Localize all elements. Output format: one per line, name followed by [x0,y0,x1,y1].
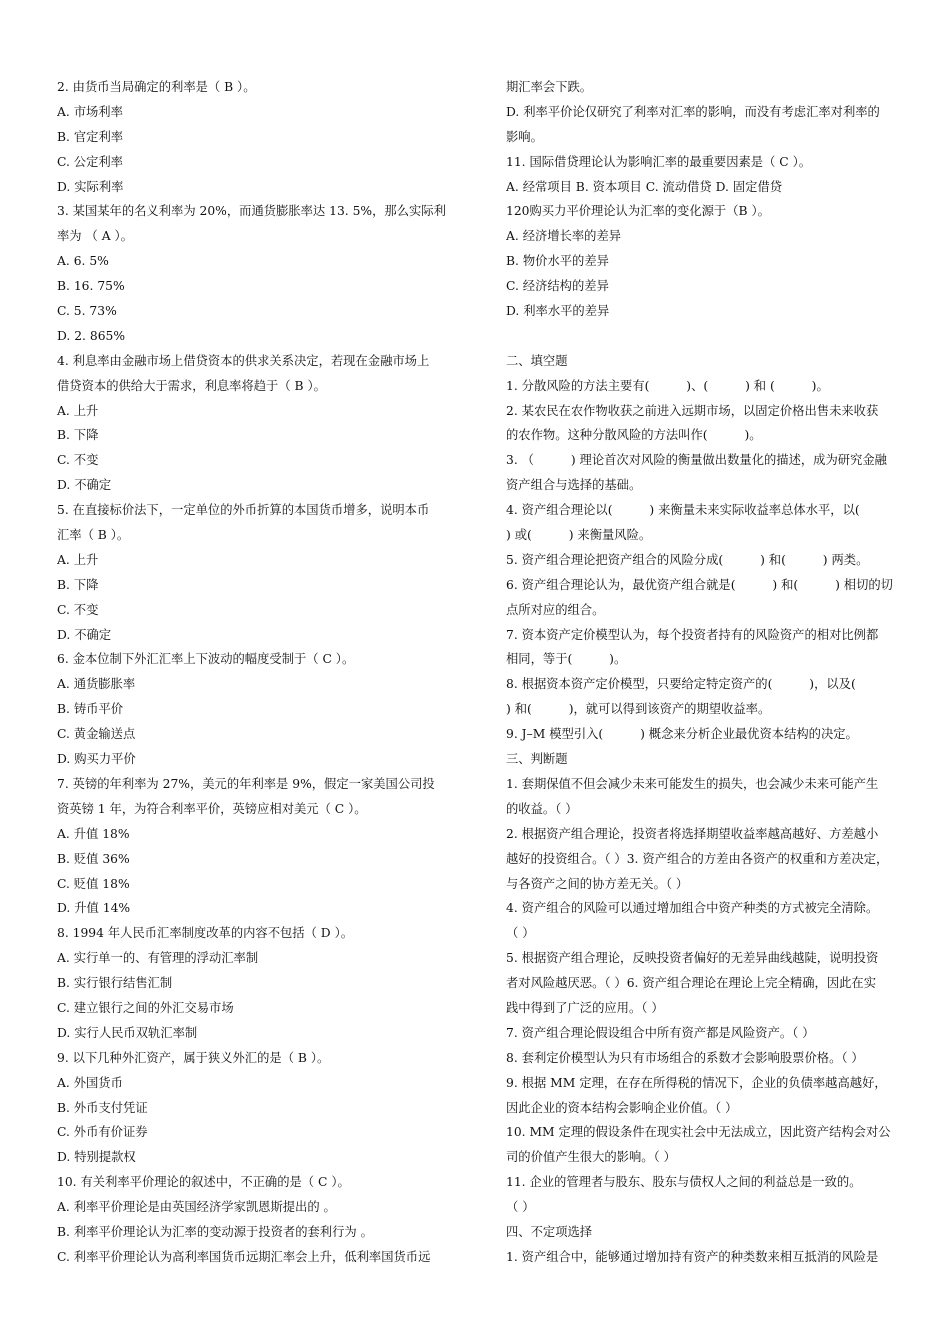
right-column-line: 相同，等于( )。 [506,652,627,667]
left-column-line: B. 外币支付凭证 [57,1100,148,1115]
right-column-line: 者对风险越厌恶。（ ）6. 资产组合理论在理论上完全精确，因此在实 [506,976,877,991]
left-column-line: A. 实行单一的、有管理的浮动汇率制 [57,951,259,966]
right-column-line: D. 利率平价论仅研究了利率对汇率的影响，而没有考虑汇率对利率的 [506,104,880,119]
right-column-line: 9. J–M 模型引入( ) 概念来分析企业最优资本结构的决定。 [506,727,858,742]
right-column-line: 期汇率会下跌。 [506,80,593,94]
left-column-line: D. 2. 865% [57,328,126,343]
left-column-line: A. 升值 18% [57,826,130,841]
right-column-line: A. 经常项目 B. 资本项目 C. 流动借贷 D. 固定借贷 [506,179,783,194]
right-column-line: 1. 分散风险的方法主要有( )、( ) 和 ( )。 [506,378,829,393]
right-column-line: 司的价值产生很大的影响。（ ） [506,1150,676,1165]
left-column-line: C. 不变 [57,453,99,468]
left-column-line: 资英镑 1 年，为符合利率平价，英镑应相对美元（ C ）。 [57,801,367,816]
right-column-line: 点所对应的组合。 [506,602,605,617]
left-column [57,75,472,1270]
left-column-line: A. 上升 [57,552,99,567]
left-column-line: B. 实行银行结售汇制 [57,976,173,991]
right-column-line: 9. 根据 MM 定理，在存在所得税的情况下，企业的负债率越高越好， [506,1075,887,1090]
left-column-line: 7. 英镑的年利率为 27%，美元的年利率是 9%，假定一家美国公司投 [57,776,435,791]
right-column-line: 120购买力平价理论认为汇率的变化源于（B ）。 [506,204,770,219]
right-column-line: 5. 资产组合理论把资产组合的风险分成( ) 和( ) 两类。 [506,552,869,567]
left-column-line: 10. 有关利率平价理论的叙述中，不正确的是（ C ）。 [57,1175,350,1190]
left-column-line: 3. 某国某年的名义利率为 20%，而通货膨胀率达 13. 5%，那么实际利 [57,204,446,219]
left-column-line: D. 不确定 [57,627,112,642]
left-column-line: B. 铸币平价 [57,702,124,717]
right-column [506,75,920,1270]
left-column-line: C. 黄金输送点 [57,727,136,742]
right-column-line: 因此企业的资本结构会影响企业价值。（ ） [506,1100,738,1115]
left-column-line: B. 下降 [57,577,99,592]
right-column-line: 影响。 [506,129,543,144]
right-column-line: 2. 某农民在农作物收获之前进入远期市场，以固定价格出售未来收获 [506,403,879,418]
right-column-line: 11. 国际借贷理论认为影响汇率的最重要因素是（ C ）。 [506,154,812,169]
right-column-line: 三、判断题 [506,752,568,767]
right-column-line: 1. 套期保值不但会减少未来可能发生的损失，也会减少未来可能产生 [506,776,879,791]
right-column-line: 四、不定项选择 [506,1224,593,1239]
left-column-line: C. 不变 [57,602,99,617]
left-column-line: 4. 利息率由金融市场上借贷资本的供求关系决定，若现在金融市场上 [57,353,430,368]
left-column-line: A. 利率平价理论是由英国经济学家凯恩斯提出的 。 [57,1200,336,1215]
right-column-line: ) 和( )，就可以得到该资产的期望收益率。 [506,702,771,717]
left-column-line: 汇率（ B ）。 [57,528,130,543]
right-column-line: 4. 资产组合理论以( ) 来衡量未来实际收益率总体水平，以( [506,503,860,518]
right-column-line: D. 利率水平的差异 [506,304,610,319]
right-column-line: 11. 企业的管理者与股东、股东与债权人之间的利益总是一致的。 [506,1175,862,1190]
left-column-line: 8. 1994 年人民币汇率制度改革的内容不包括（ D ）。 [57,926,354,941]
left-column-line: B. 下降 [57,428,99,443]
left-column-line: D. 不确定 [57,478,112,493]
right-column-line: 资产组合与选择的基础。 [506,478,642,493]
left-column-line: A. 外国货币 [57,1075,123,1090]
left-column-line: 2. 由货币当局确定的利率是（ B ）。 [57,80,256,94]
right-column-line: ) 或( ) 来衡量风险。 [506,528,652,543]
left-column-line: B. 利率平价理论认为汇率的变动源于投资者的套利行为 。 [57,1224,373,1239]
right-column-line: 3. （ ) 理论首次对风险的衡量做出数量化的描述，成为研究金融 [506,453,887,468]
right-column-line: 2. 根据资产组合理论，投资者将选择期望收益率越高越好、方差越小 [506,826,879,841]
left-column-line: C. 利率平价理论认为高利率国货币远期汇率会上升，低利率国货币远 [57,1249,431,1264]
left-column-line: C. 5. 73% [57,304,117,319]
left-column-line: 借贷资本的供给大于需求，利息率将趋于（ B ）。 [57,378,326,393]
left-column-line: B. 贬值 36% [57,851,130,866]
left-column-line: C. 贬值 18% [57,876,130,891]
right-column-line [506,324,920,349]
left-column-line: 率为 （ A ）。 [57,229,133,244]
right-column-line: 10. MM 定理的假设条件在现实社会中无法成立，因此资产结构会对公 [506,1125,891,1140]
right-column-line: 的收益。（ ） [506,801,578,816]
right-column-line: 越好的投资组合。（ ）3. 资产组合的方差由各资产的权重和方差决定， [506,851,889,866]
left-column-line: A. 上升 [57,403,99,418]
left-column-line: D. 实行人民币双轨汇率制 [57,1025,198,1040]
right-column-line: A. 经济增长率的差异 [506,229,622,244]
right-column-line: B. 物价水平的差异 [506,254,609,269]
left-column-line: A. 6. 5% [57,254,109,269]
left-column-line: 9. 以下几种外汇资产，属于狭义外汇的是（ B ）。 [57,1050,330,1065]
right-column-line: 的农作物。这种分散风险的方法叫作( )。 [506,428,762,443]
right-column-line: 1. 资产组合中，能够通过增加持有资产的种类数来相互抵消的风险是 [506,1249,879,1264]
left-column-line: C. 外币有价证券 [57,1125,148,1140]
right-column-line: 7. 资产组合理论假设组合中所有资产都是风险资产。（ ） [506,1025,815,1040]
left-column-line: C. 建立银行之间的外汇交易市场 [57,1000,234,1015]
right-column-line: （ ） [506,926,535,941]
left-column-line: D. 特别提款权 [57,1150,136,1165]
left-column-line: B. 16. 75% [57,279,125,294]
left-column-line: D. 实际利率 [57,179,124,194]
right-column-line: 8. 根据资本资产定价模型，只要给定特定资产的( )，以及( [506,677,856,692]
right-column-line: C. 经济结构的差异 [506,279,609,294]
left-column-line: 6. 金本位制下外汇汇率上下波动的幅度受制于（ C ）。 [57,652,355,667]
left-column-line: D. 购买力平价 [57,752,136,767]
right-column-line: 二、填空题 [506,353,568,368]
left-column-line: A. 市场利率 [57,104,123,119]
right-column-line: 践中得到了广泛的应用。（ ） [506,1000,664,1015]
right-column-line: （ ） [506,1200,535,1215]
right-column-line: 5. 根据资产组合理论，反映投资者偏好的无差异曲线越陡，说明投资 [506,951,879,966]
left-column-line: A. 通货膨胀率 [57,677,136,692]
left-column-line: D. 升值 14% [57,901,131,916]
left-column-line: 5. 在直接标价法下，一定单位的外币折算的本国货币增多，说明本币 [57,503,430,518]
right-column-line: 与各资产之间的协方差无关。（ ） [506,876,689,891]
left-column-line: B. 官定利率 [57,129,124,144]
left-column-line: C. 公定利率 [57,154,123,169]
right-column-line: 8. 套利定价模型认为只有市场组合的系数才会影响股票价格。（ ） [506,1050,864,1065]
right-column-line: 4. 资产组合的风险可以通过增加组合中资产种类的方式被完全清除。 [506,901,879,916]
right-column-line: 7. 资本资产定价模型认为，每个投资者持有的风险资产的相对比例都 [506,627,879,642]
right-column-line: 6. 资产组合理论认为，最优资产组合就是( ) 和( ) 相切的切 [506,577,893,592]
